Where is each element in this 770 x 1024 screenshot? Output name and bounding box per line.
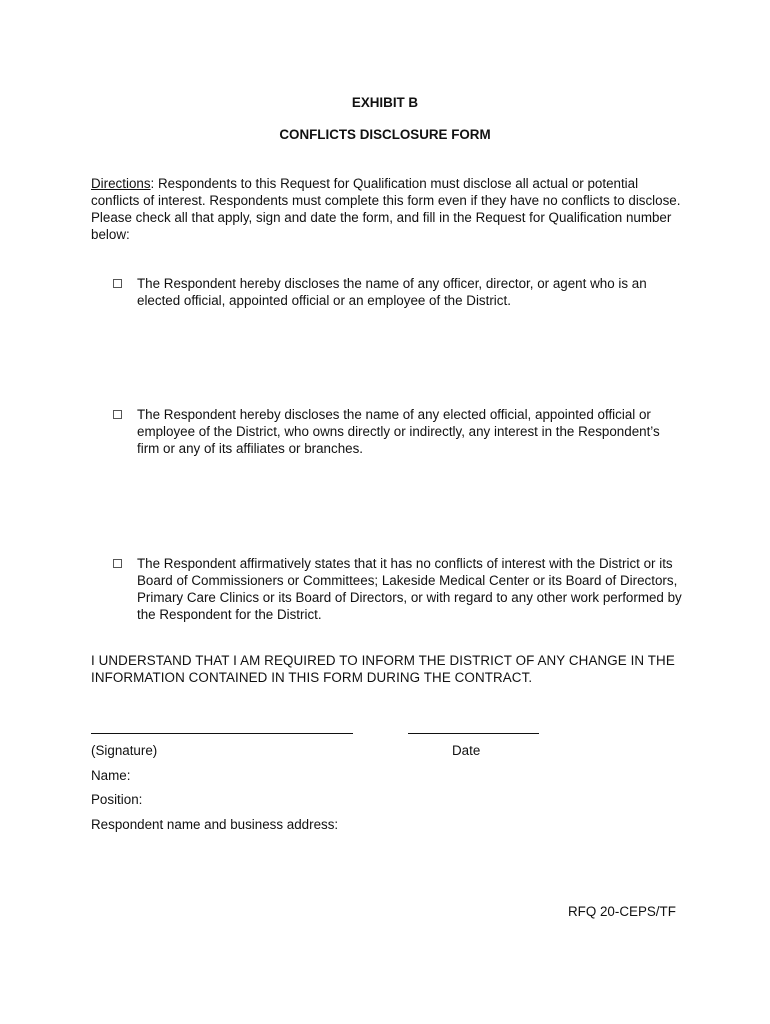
directions-text: : Respondents to this Request for Qualification must disclose all actual or potential conflicts of interest. Respondents must complete this form even if they have no conflicts to disclose. Please check all that apply, sign and date the form, and fill in the Request for Qualification number below: [91,176,681,242]
exhibit-heading: EXHIBIT B [351,95,419,110]
acknowledgement-statement: I UNDERSTAND THAT I AM REQUIRED TO INFORM THE DISTRICT OF ANY CHANGE IN THE INFORMATION CONTAINED IN THIS FORM DURING THE CONTRACT. [91,653,675,685]
disclosure-item-text: The Respondent hereby discloses the name of any officer, director, or agent who is an elected official, appointed official or an employee of the District. [137,276,647,308]
signature-label: (Signature) [91,743,158,758]
rfq-number: RFQ 20-CEPS/TF [568,904,676,919]
directions-label: Directions [91,176,151,191]
no-conflicts-checkbox[interactable] [113,559,122,568]
disclosure-item-text: The Respondent hereby discloses the name of any elected official, appointed official or employee of the District, who owns directly or indirectly, any interest in the Respondent’s firm or any of its affiliates or branches. [137,407,660,456]
form-title: CONFLICTS DISCLOSURE FORM [279,127,491,142]
disclosure-item-no-conflicts [113,555,683,623]
disclosure-item-text: The Respondent affirmatively states that it has no conflicts of interest with the District or its Board of Commissioners or Committees; Lakeside Medical Center or its Board of Directors, Primary Care Clinics or its Board of Directors, or with regard to any other work performed by the Respondent for the District. [137,556,682,622]
date-line[interactable] [408,733,539,734]
name-label: Name: [91,768,131,783]
directions-paragraph [91,175,681,243]
disclosure-item-officer [113,275,683,309]
address-label: Respondent name and business address: [91,817,339,832]
officer-checkbox[interactable] [113,279,122,288]
ownership-checkbox[interactable] [113,410,122,419]
signature-line[interactable] [91,733,353,734]
date-label: Date [452,743,481,758]
position-label: Position: [91,792,143,807]
disclosure-item-ownership [113,406,683,457]
